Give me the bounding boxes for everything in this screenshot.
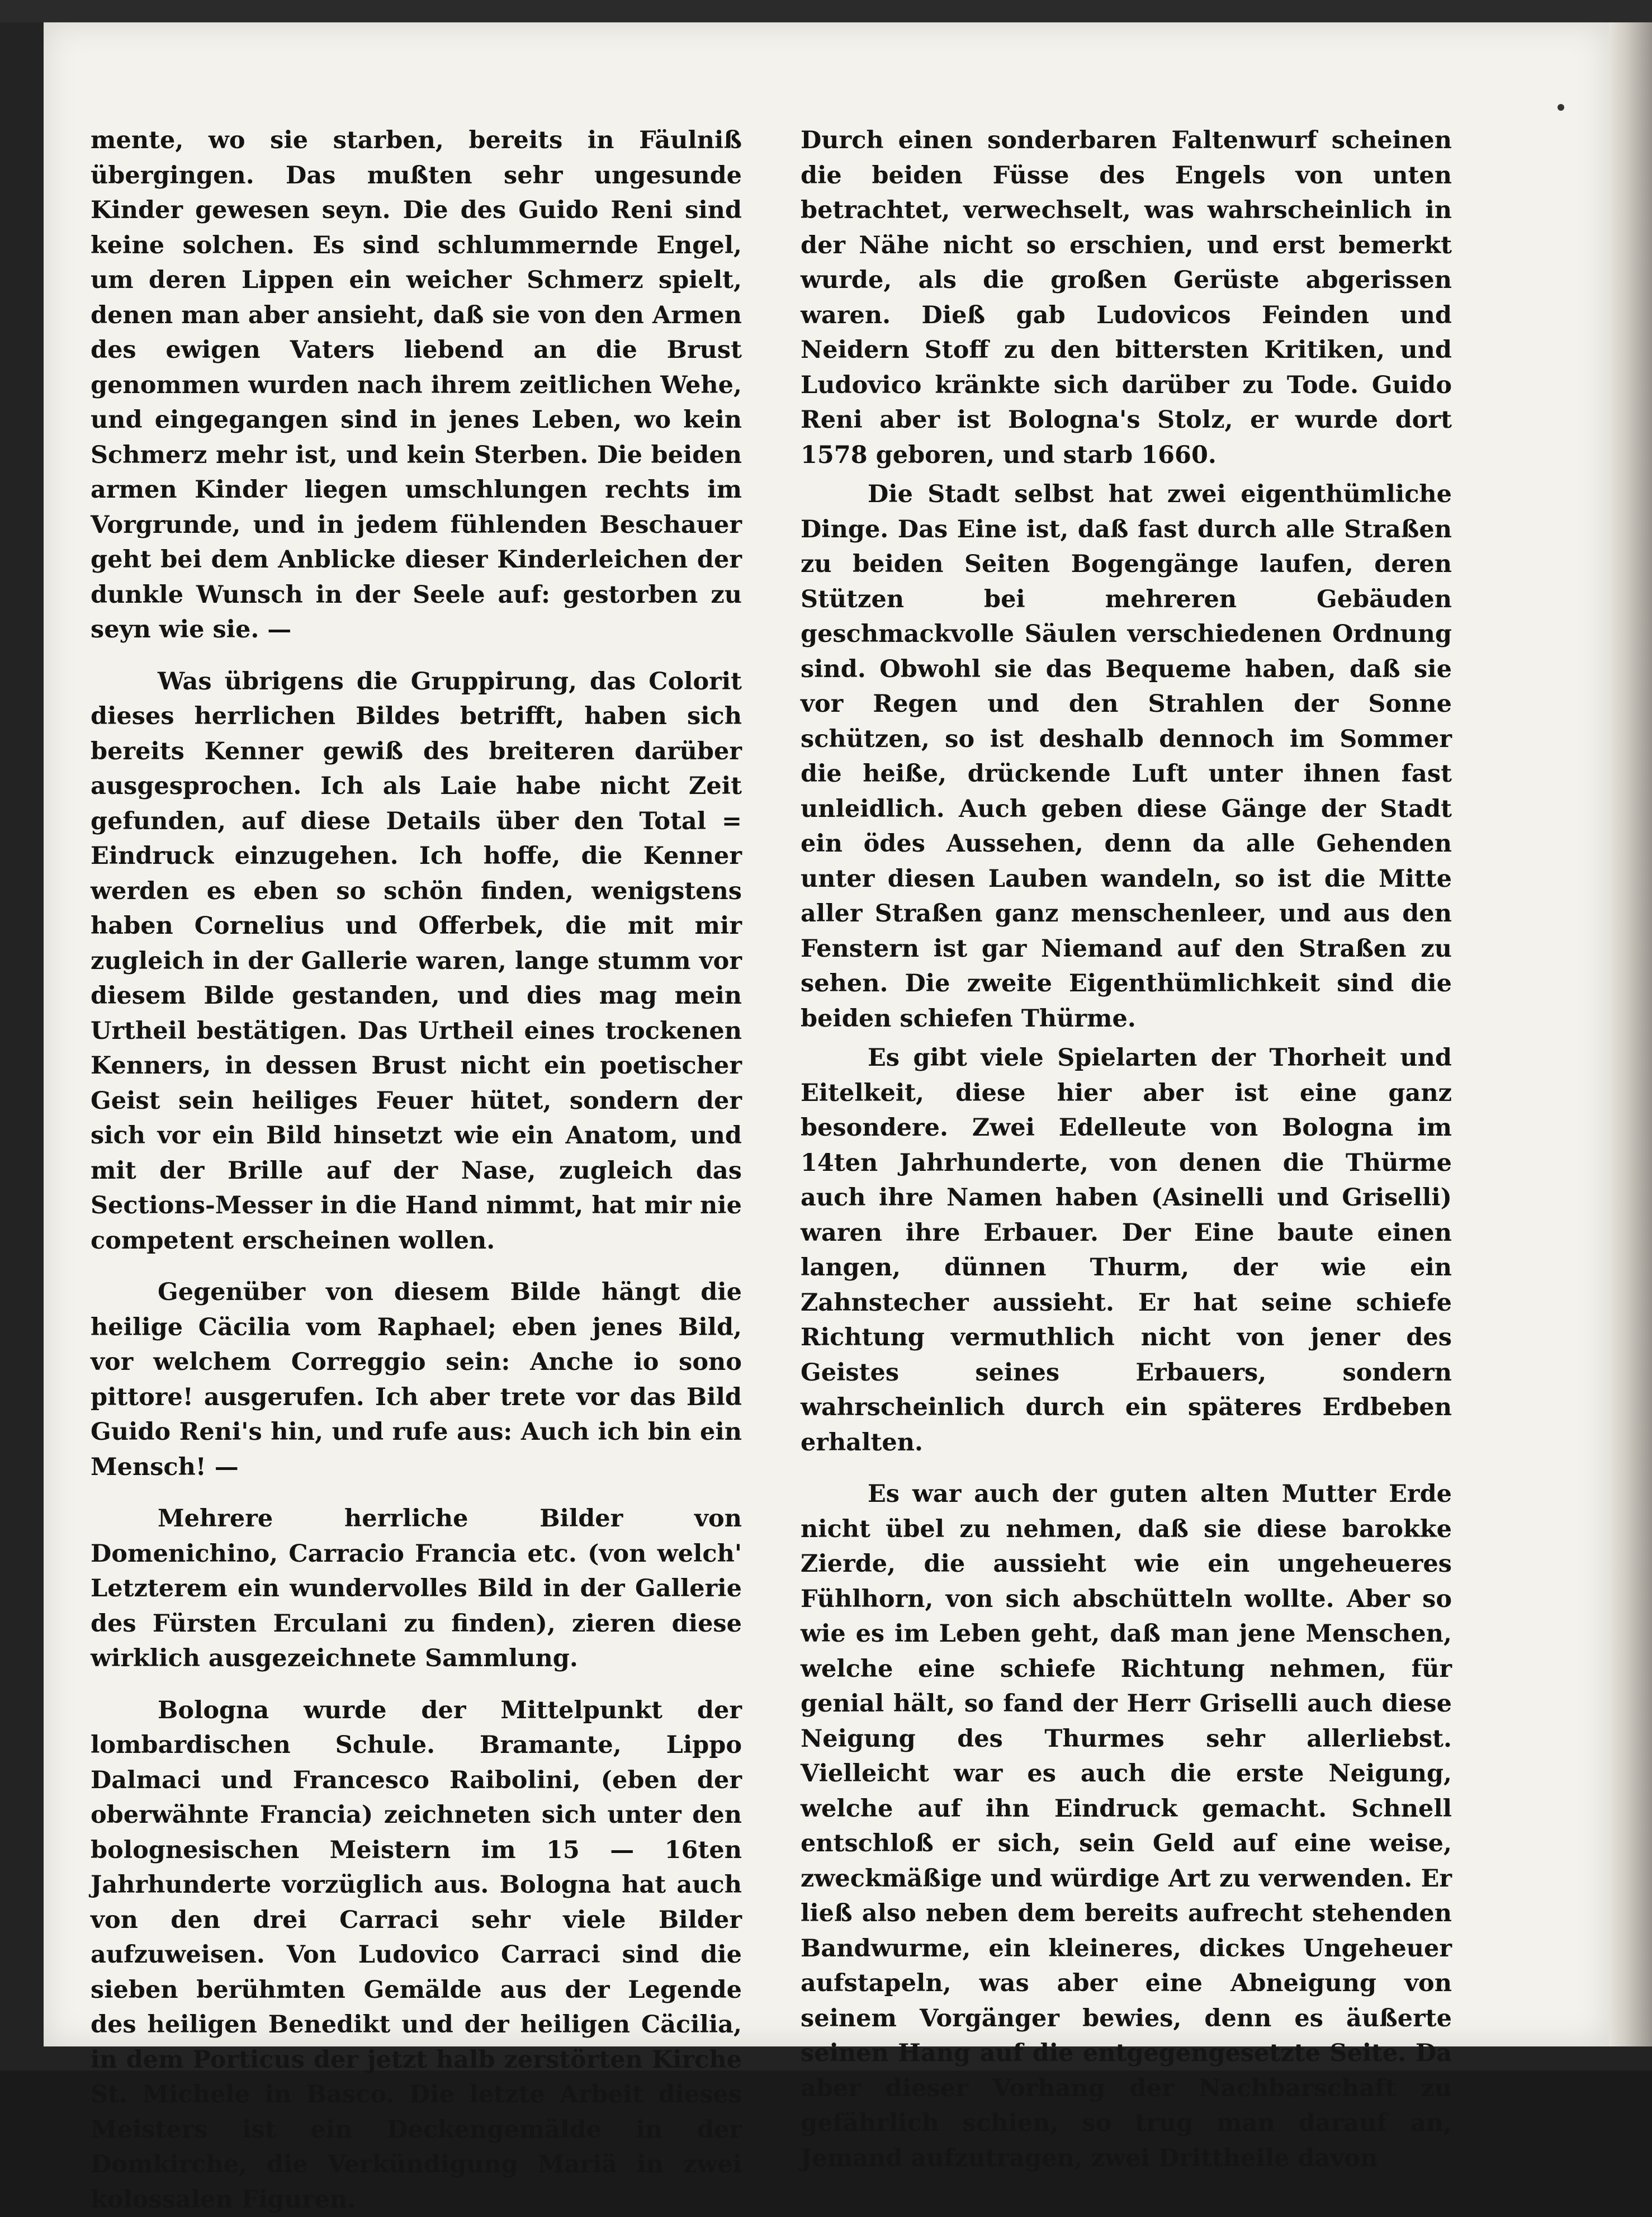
paragraph: mente, wo sie starben, bereits in Fäulniß übergingen. Das mußten sehr ungesunde Kinder gewesen seyn. Die des Guido Reni sind keine solchen. Es sind schlummernde Engel, um deren Lippen ein weicher Schmerz spielt, denen man aber ansieht, daß sie von den Armen des ewigen Vaters liebend an die Brust genommen wurden nach ihrem zeitlichen Wehe, und eingegangen sind in jenes Leben, wo kein Schmerz mehr ist, und kein Sterben. Die beiden armen Kinder liegen umschlungen rechts im Vorgrunde, und in jedem fühlenden Beschauer geht bei dem Anblicke dieser Kinderleichen der dunkle Wunsch in der Seele auf: gestorben zu seyn wie sie. — bbox=[91, 123, 742, 647]
left-text-column bbox=[91, 123, 742, 2217]
paragraph: Was übrigens die Gruppirung, das Colorit dieses herrlichen Bildes betrifft, haben sich bereits Kenner gewiß des breiteren darüber ausgesprochen. Ich als Laie habe nicht Zeit gefunden, auf diese Details über den Total = Eindruck einzugehen. Ich hoffe, die Kenner werden es eben so schön finden, wenigstens haben Cornelius und Offerbek, die mit mir zugleich in der Gallerie waren, lange stumm vor diesem Bilde gestanden, und dies mag mein Urtheil bestätigen. Das Urtheil eines trockenen Kenners, in dessen Brust nicht ein poetischer Geist sein heiliges Feuer hütet, sondern der sich vor ein Bild hinsetzt wie ein Anatom, und mit der Brille auf der Nase, zugleich das Sections-Messer in die Hand nimmt, hat mir nie competent erscheinen wollen. bbox=[91, 664, 742, 1259]
ink-speck bbox=[1558, 104, 1564, 111]
paragraph: Es gibt viele Spielarten der Thorheit und Eitelkeit, diese hier aber ist eine ganz besondere. Zwei Edelleute von Bologna im 14ten Jahrhunderte, von denen die Thürme auch ihre Namen haben (Asinelli und Griselli) waren ihre Erbauer. Der Eine baute einen langen, dünnen Thurm, der wie ein Zahnstecher aussieht. Er hat seine schiefe Richtung vermuthlich nicht von jener des Geistes seines Erbauers, sondern wahrscheinlich durch ein späteres Erdbeben erhalten. bbox=[801, 1041, 1452, 1460]
top-scan-border bbox=[0, 0, 1652, 22]
page-edge-shadow bbox=[1609, 22, 1652, 2046]
paragraph: Durch einen sonderbaren Faltenwurf scheinen die beiden Füsse des Engels von unten betrachtet, verwechselt, was wahrscheinlich in der Nähe nicht so erschien, und erst bemerkt wurde, als die großen Gerüste abgerissen waren. Dieß gab Ludovicos Feinden und Neidern Stoff zu den bittersten Kritiken, und Ludovico kränkte sich darüber zu Tode. Guido Reni aber ist Bologna's Stolz, er wurde dort 1578 geboren, und starb 1660. bbox=[801, 123, 1452, 472]
paragraph: Es war auch der guten alten Mutter Erde nicht übel zu nehmen, daß sie diese barokke Zierde, die aussieht wie ein ungeheueres Fühlhorn, von sich abschütteln wollte. Aber so wie es im Leben geht, daß man jene Menschen, welche eine schiefe Richtung nehmen, für genial hält, so fand der Herr Griselli auch diese Neigung des Thurmes sehr allerliebst. Vielleicht war es auch die erste Neigung, welche auf ihn Eindruck gemacht. Schnell entschloß er sich, sein Geld auf eine weise, zweckmäßige und würdige Art zu verwenden. Er ließ also neben dem bereits aufrecht stehenden Bandwurme, ein kleineres, dickes Ungeheuer aufstapeln, was aber eine Abneigung von seinem Vorgänger bewies, denn es äußerte seinen Hang auf die entgegengesetzte Seite. Da aber dieser Vorhang der Nachbarschaft zu gefährlich schien, so trug man darauf an, Jemand aufzutragen, zwei Drittheile davon bbox=[801, 1477, 1452, 2176]
paragraph: Mehrere herrliche Bilder von Domenichino, Carracio Francia etc. (von welch' Letzterem ein wundervolles Bild in der Gallerie des Fürsten Erculani zu finden), zieren diese wirklich ausgezeichnete Sammlung. bbox=[91, 1501, 742, 1676]
paragraph: Bologna wurde der Mittelpunkt der lombardischen Schule. Bramante, Lippo Dalmaci und Francesco Raibolini, (eben der oberwähnte Francia) zeichneten sich unter den bolognesischen Meistern im 15 — 16ten Jahrhunderte vorzüglich aus. Bologna hat auch von den drei Carraci sehr viele Bilder aufzuweisen. Von Ludovico Carraci sind die sieben berühmten Gemälde aus der Legende des heiligen Benedikt und der heiligen Cäcilia, in dem Porticus der jetzt halb zerstörten Kirche St. Michele in Basco. Die letzte Arbeit dieses Meisters ist ein Deckengemälde in der Domkirche, die Verkündigung Mariä in zwei kolossalen Figuren. bbox=[91, 1693, 742, 2217]
paragraph: Die Stadt selbst hat zwei eigenthümliche Dinge. Das Eine ist, daß fast durch alle Straßen zu beiden Seiten Bogengänge laufen, deren Stützen bei mehreren Gebäuden geschmackvolle Säulen verschiedenen Ordnung sind. Obwohl sie das Bequeme haben, daß sie vor Regen und den Strahlen der Sonne schützen, so ist deshalb dennoch im Sommer die heiße, drückende Luft unter ihnen fast unleidlich. Auch geben diese Gänge der Stadt ein ödes Aussehen, denn da alle Gehenden unter diesen Lauben wandeln, so ist die Mitte aller Straßen ganz menschenleer, und aus den Fenstern ist gar Niemand auf den Straßen zu sehen. Die zweite Eigenthümlichkeit sind die beiden schiefen Thürme. bbox=[801, 477, 1452, 1036]
paragraph: Gegenüber von diesem Bilde hängt die heilige Cäcilia vom Raphael; eben jenes Bild, vor welchem Correggio sein: Anche io sono pittore! ausgerufen. Ich aber trete vor das Bild Guido Reni's hin, und rufe aus: Auch ich bin ein Mensch! — bbox=[91, 1275, 742, 1485]
right-text-column bbox=[801, 123, 1452, 2176]
